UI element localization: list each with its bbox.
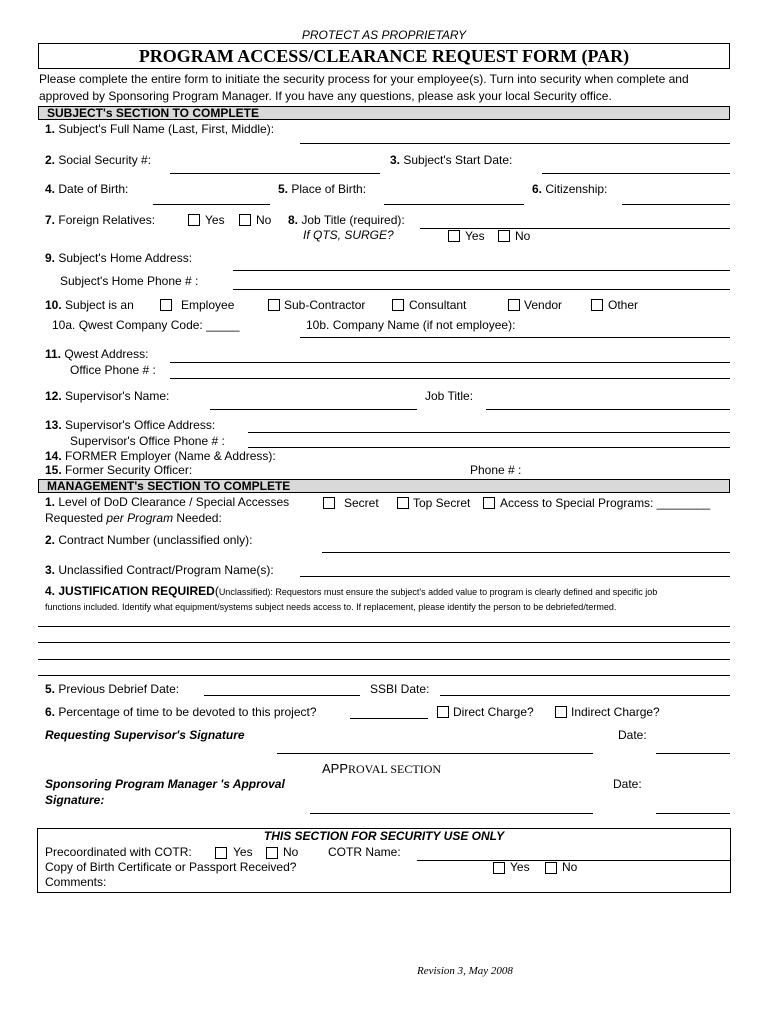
field-14-label: 14. FORMER Employer (Name & Address):: [45, 449, 276, 463]
field-5-label: 5. Place of Birth:: [278, 182, 367, 196]
field-15-label: 15. Former Security Officer:: [45, 463, 193, 477]
spm-signature-label: Signature:: [45, 793, 105, 807]
field-1-label: 1. Subject's Full Name (Last, First, Middle):: [45, 122, 275, 136]
direct-charge-checkbox[interactable]: [437, 706, 449, 718]
office-phone-label: Office Phone # :: [70, 363, 156, 377]
foreign-relatives-yes-label: Yes: [205, 213, 225, 227]
justification-line-2[interactable]: [38, 642, 730, 643]
secret-checkbox[interactable]: [323, 497, 335, 509]
qwest-address-field[interactable]: [170, 362, 730, 363]
consultant-checkbox[interactable]: [392, 299, 404, 311]
precoordinated-label: Precoordinated with COTR:: [45, 845, 192, 859]
birth-cert-yes-checkbox[interactable]: [493, 862, 505, 874]
former-officer-phone-label: Phone # :: [470, 463, 522, 477]
qts-surge-label: If QTS, SURGE?: [303, 228, 394, 242]
employee-checkbox[interactable]: [160, 299, 172, 311]
employee-label: Employee: [181, 298, 235, 312]
qts-yes-checkbox[interactable]: [448, 230, 460, 242]
supervisor-job-title-field[interactable]: [486, 409, 730, 410]
field-12-label: 12. Supervisor's Name:: [45, 389, 170, 403]
intro-line-1: Please complete the entire form to initiate the security process for your employee(s). Turn into security when complete and: [39, 72, 689, 86]
start-date-field[interactable]: [542, 173, 730, 174]
supervisor-address-field[interactable]: [248, 432, 730, 433]
form-title: PROGRAM ACCESS/CLEARANCE REQUEST FORM (PAR): [38, 43, 730, 69]
special-programs-label: Access to Special Programs: ________: [500, 496, 711, 510]
place-of-birth-field[interactable]: [384, 204, 524, 205]
field-10-label: 10. Subject is an: [45, 298, 134, 312]
birth-cert-no-label: No: [562, 860, 578, 874]
ssbi-date-label: SSBI Date:: [370, 682, 430, 696]
foreign-relatives-yes-checkbox[interactable]: [188, 214, 200, 226]
cotr-yes-checkbox[interactable]: [215, 847, 227, 859]
spm-date-field[interactable]: [656, 813, 730, 814]
supervisor-signature-label: Requesting Supervisor's Signature: [45, 728, 245, 742]
dob-field[interactable]: [153, 204, 270, 205]
qwest-company-code-label: 10a. Qwest Company Code: _____: [52, 318, 240, 332]
spm-approval-label: Sponsoring Program Manager 's Approval: [45, 777, 285, 791]
ssn-field[interactable]: [170, 173, 380, 174]
ssbi-date-field[interactable]: [440, 695, 730, 696]
supervisor-job-title-label: Job Title:: [425, 389, 474, 403]
supervisor-name-field[interactable]: [210, 409, 417, 410]
other-label: Other: [608, 298, 639, 312]
company-name-field[interactable]: [300, 337, 730, 338]
subject-section-header: SUBJECT's SECTION TO COMPLETE: [38, 106, 730, 120]
home-phone-field[interactable]: [233, 289, 730, 290]
qts-no-checkbox[interactable]: [498, 230, 510, 242]
justification-instructions: functions included. Identify what equipment/systems subject needs access to. If replacement, please identify the person to be debriefed/termed.: [45, 602, 617, 612]
company-name-label: 10b. Company Name (if not employee):: [306, 318, 516, 332]
indirect-charge-checkbox[interactable]: [555, 706, 567, 718]
spm-signature-field[interactable]: [310, 813, 593, 814]
other-checkbox[interactable]: [591, 299, 603, 311]
field-9-label: 9. Subject's Home Address:: [45, 251, 193, 265]
mgmt-3-label: 3. Unclassified Contract/Program Name(s):: [45, 563, 274, 577]
debrief-date-field[interactable]: [204, 695, 360, 696]
supervisor-phone-field[interactable]: [248, 447, 730, 448]
supervisor-phone-label: Supervisor's Office Phone # :: [70, 434, 225, 448]
field-13-label: 13. Supervisor's Office Address:: [45, 418, 216, 432]
qts-yes-label: Yes: [465, 229, 485, 243]
percentage-field[interactable]: [350, 718, 428, 719]
field-3-label: 3. Subject's Start Date:: [390, 153, 513, 167]
field-4-label: 4. Date of Birth:: [45, 182, 129, 196]
comments-label: Comments:: [45, 875, 107, 889]
full-name-field[interactable]: [300, 143, 730, 144]
special-programs-checkbox[interactable]: [483, 497, 495, 509]
foreign-relatives-no-label: No: [256, 213, 272, 227]
justification-line-3[interactable]: [38, 659, 730, 660]
foreign-relatives-no-checkbox[interactable]: [239, 214, 251, 226]
birth-certificate-label: Copy of Birth Certificate or Passport Received?: [45, 860, 297, 874]
field-8-label: 8. Job Title (required):: [288, 213, 405, 227]
citizenship-field[interactable]: [622, 204, 730, 205]
mgmt-6-label: 6. Percentage of time to be devoted to this project?: [45, 705, 317, 719]
security-section-title: THIS SECTION FOR SECURITY USE ONLY: [263, 829, 505, 843]
field-7-label: 7. Foreign Relatives:: [45, 213, 156, 227]
vendor-checkbox[interactable]: [508, 299, 520, 311]
field-6-label: 6. Citizenship:: [532, 182, 608, 196]
cotr-yes-label: Yes: [233, 845, 253, 859]
approval-section-title: APPROVAL SECTION: [322, 761, 442, 776]
vendor-label: Vendor: [524, 298, 563, 312]
office-phone-field[interactable]: [170, 378, 730, 379]
mgmt-4-label: 4. JUSTIFICATION REQUIRED(Unclassified): Requestors must ensure the subject's added value to program is clearly defined and specific job: [45, 584, 658, 598]
secret-label: Secret: [344, 496, 379, 510]
direct-charge-label: Direct Charge?: [453, 705, 534, 719]
revision-note: Revision 3, May 2008: [417, 965, 513, 977]
contract-number-field[interactable]: [322, 552, 730, 553]
cotr-name-label: COTR Name:: [328, 845, 401, 859]
supervisor-signature-field[interactable]: [277, 753, 593, 754]
sub-contractor-checkbox[interactable]: [268, 299, 280, 311]
spm-date-label: Date:: [613, 777, 642, 791]
birth-cert-no-checkbox[interactable]: [545, 862, 557, 874]
consultant-label: Consultant: [409, 298, 467, 312]
sub-contractor-label: Sub-Contractor: [284, 298, 366, 312]
proprietary-notice: PROTECT AS PROPRIETARY: [301, 28, 467, 42]
top-secret-label: Top Secret: [413, 496, 471, 510]
top-secret-checkbox[interactable]: [397, 497, 409, 509]
intro-line-2: approved by Sponsoring Program Manager. If you have any questions, please ask your local Security office.: [39, 89, 612, 103]
justification-line-4[interactable]: [38, 675, 730, 676]
mgmt-1-label: 1. Level of DoD Clearance / Special Accesses: [45, 495, 290, 509]
qts-no-label: No: [515, 229, 531, 243]
mgmt-5-label: 5. Previous Debrief Date:: [45, 682, 180, 696]
birth-cert-yes-label: Yes: [510, 860, 530, 874]
management-section-header: MANAGEMENT's SECTION TO COMPLETE: [38, 479, 730, 493]
program-name-field[interactable]: [300, 576, 730, 577]
field-11-label: 11. Qwest Address:: [45, 347, 149, 361]
field-2-label: 2. Social Security #:: [45, 153, 152, 167]
supervisor-date-field[interactable]: [656, 753, 730, 754]
cotr-no-checkbox[interactable]: [266, 847, 278, 859]
supervisor-date-label: Date:: [618, 728, 647, 742]
home-address-field[interactable]: [233, 270, 730, 271]
cotr-no-label: No: [283, 845, 299, 859]
justification-line-1[interactable]: [38, 626, 730, 627]
home-phone-label: Subject's Home Phone # :: [60, 274, 199, 288]
indirect-charge-label: Indirect Charge?: [571, 705, 660, 719]
mgmt-1-label-cont: Requested per Program Needed:: [45, 511, 222, 525]
mgmt-2-label: 2. Contract Number (unclassified only):: [45, 533, 253, 547]
